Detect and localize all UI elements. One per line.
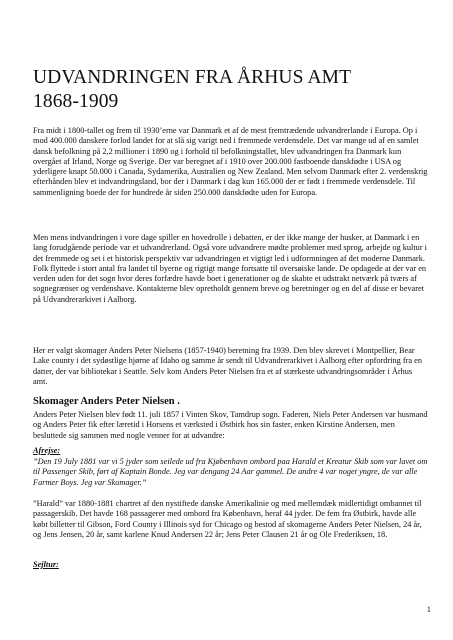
page-title <box>33 66 433 114</box>
departure-label: Afrejse: <box>33 446 61 455</box>
section-paragraph: Anders Peter Nielsen blev født 11. juli 1857 i Vinten Skov, Tamdrup sogn. Faderen, Niels Peter Andersen var husmand og Anders Peter fik efter læretid i Horsens et værksted i Østbirk hos sin faster, enken Kirstine Andersen, men besluttede sig sammen med nogle venner for at udvandre: <box>33 410 428 440</box>
title-line-2: 1868-1909 <box>33 91 119 112</box>
departure-quote: ”Den 19 July 1881 var vi 5 jyder som seilede ud fra Kjøbenhavn ombord paa Harald et Kreatur Skib som var lavet om til Passenger Skib, ført af Kaptain Bonde. Jeg var dengang 24 Aar gammel. De andre 4 var noget yngre, de var alle Farmer Boys. Jeg var Skomager.” <box>33 457 428 487</box>
second-paragraph: Men mens indvandringen i vore dage spiller en hovedrolle i debatten, er der ikke mange der husker, at Danmark i en lang forudgående periode var et udvandrerland. Også vore udvandrere mødte problemer med sprog, arbejde og kultur i det fremmede og set i et historisk perspektiv var udvandringen et vigtigt led i udformningen af det moderne Danmark. Folk flyttede i stort antal fra landet til byerne og rigtigt mange fortsatte til oversøiske lande. De opdagede at der var en verden uden for det sogn hvor deres forfædre havde boet i generationer og de skabte et udstrakt netværk på tværs af sognegrænser og verdenshave. Kontakterne blev opretholdt gennem breve og beretninger og en del af disse er bevaret på Udvandrerarkivet i Aalborg. <box>33 233 427 304</box>
title-line-1: UDVANDRINGEN FRA ÅRHUS AMT <box>33 67 352 88</box>
section-heading: Skomager Anders Peter Nielsen . <box>33 396 180 407</box>
ship-paragraph: ”Harald” var 1880-1881 chartret af den nystiftede danske Amerikalinie og med mellemdæk midlertidigt ombannet til passagerskib. Det havde 168 passagerer med ombord fra København, heraf 44 jyder. De fem fra Østbirk, havde alle købt billetter til Gibson, Ford County i Illinois syd for Chicago og bestod af skomagerne Anders Peter Nielsen, 24 år, og Jens Jensen, 20 år, samt karlene Knud Andersen 22 år; Jens Peter Clausen 21 år og Ole Frederiksen, 18. <box>33 499 422 539</box>
intro-paragraph: Fra midt i 1800-tallet og frem til 1930’erne var Danmark et af de mest fremtrædende udvandrerlande i Europa. Op i mod 400.000 danskere forlod landet for at slå sig varigt ned i fremmede verdensdele. Det var mange ud af en samlet dansk befolkning på 2,2 millioner i 1890 og i forhold til befolkningstallet, blev udvandringen fra Danmark kun overgået af Irland, Norge og Sverige. Der var beregnet af i 1910 over 200.000 fastboende danskfødte i USA og yderligere knapt 50.000 i Canada, Sydamerika, Australien og New Zealand. Men selvom Danmark efter 2. verdenskrig efterhånden blev et indvandringsland, bor der i Danmark i dag kun 165.000 der er født i fremmede verdensdele. Til sammenligning boede der for hundrede år siden 250.000 danskfødte uden for Europa. <box>33 126 428 197</box>
sailing-label: Sejltur: <box>33 560 59 569</box>
page-number: 1 <box>426 604 431 614</box>
third-paragraph: Her er valgt skomager Anders Peter Nielsens (1857-1940) beretning fra 1939. Den blev skrevet i Montpellier, Bear Lake county i det sydøstlige hjørne af Idaho og samme år sendt til Udvandrerarkivet i Aalborg efter opfordring fra en datter, der var bibliotekar i Seattle. Selv kom Anders Peter Nielsen fra et af stærkeste udvandringsområder i Århus amt. <box>33 346 422 386</box>
